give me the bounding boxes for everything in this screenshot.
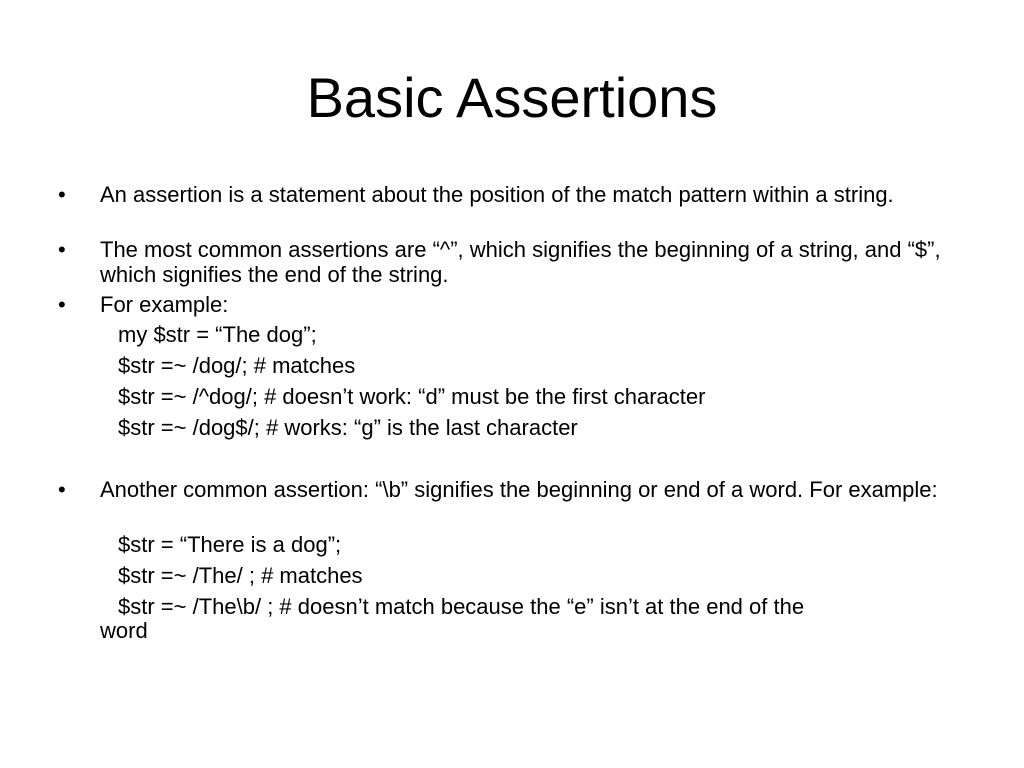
bullet-marker: • <box>58 237 66 262</box>
bullet-marker: • <box>58 292 66 317</box>
bullet-text: For example: <box>100 292 229 317</box>
bullet-text: Another common assertion: “\b” signifies the beginning or end of a word. For example: <box>100 477 938 502</box>
code-example-line: $str =~ /dog$/; # works: “g” is the last character <box>118 415 578 440</box>
code-example-line: $str =~ /The\b/ ; # doesn’t match because the “e” isn’t at the end of the <box>118 594 805 619</box>
code-example-wrap: word <box>100 618 148 643</box>
bullet-text: An assertion is a statement about the position of the match pattern within a string. <box>100 182 894 207</box>
bullet-marker: • <box>58 477 66 502</box>
slide-title: Basic Assertions <box>306 66 718 129</box>
code-example-line: $str = “There is a dog”; <box>118 532 342 557</box>
code-example-line: my $str = “The dog”; <box>118 322 317 347</box>
bullet-text: The most common assertions are “^”, which signifies the beginning of a string, and “$”, which signifies the end of the string. <box>100 237 941 287</box>
code-example-line: $str =~ /The/ ; # matches <box>118 563 363 588</box>
code-example-line: $str =~ /dog/; # matches <box>118 353 356 378</box>
bullet-marker: • <box>58 182 66 207</box>
code-example-line: $str =~ /^dog/; # doesn’t work: “d” must be the first character <box>118 384 706 409</box>
